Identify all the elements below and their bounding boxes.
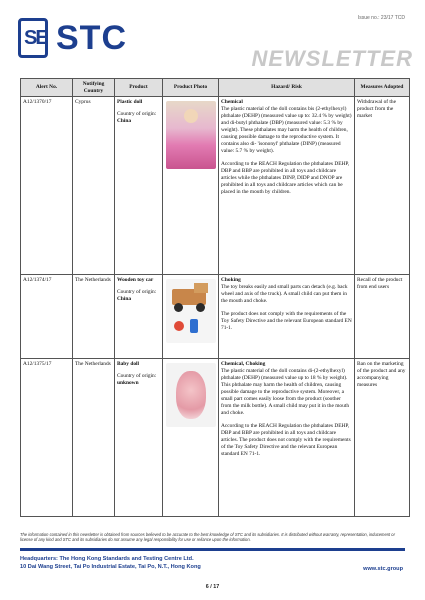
hq-line-1: Headquarters: The Hong Kong Standards and Testing Centre Ltd. [20, 556, 194, 562]
baby-doll-photo [166, 363, 216, 427]
alerts-table-container [20, 78, 409, 517]
hazard-cell [219, 97, 355, 275]
table-row [21, 359, 410, 517]
product-photo-cell [163, 275, 219, 359]
table-row [21, 97, 410, 275]
alert-number: A12/1375/17 [21, 359, 73, 517]
issue-number: Issue no.: 23/17 TCD [357, 15, 405, 21]
col-alert-no: Alert No. [21, 79, 73, 97]
toy-car-detached-part [174, 321, 184, 331]
notifying-country: Cyprus [73, 97, 115, 275]
product-photo-cell [163, 97, 219, 275]
col-notifying-country: Notifying Country [73, 79, 115, 97]
col-hazard-risk: Hazard/ Risk [219, 79, 355, 97]
measures-adopted: Ban on the marketing of the product and any accompanying measures [355, 359, 410, 517]
footer-divider [20, 548, 405, 551]
toy-car-wheel [174, 303, 183, 312]
table-row [21, 275, 410, 359]
hazard-cell [219, 275, 355, 359]
hazard-regulation: The product does not comply with the requirements of the Toy Safety Directive and the relevant European standard EN 71-1. [221, 310, 352, 331]
hazard-title: Chemical [221, 98, 243, 105]
doll-photo [166, 101, 216, 169]
origin-label: Country of origin: [117, 288, 157, 295]
hazard-description: The plastic material of the doll contains di-(2-ethylhexyl) phthalate (DEHP) (measured value up to 18 % by weight). This phthalate may harm the health of children, causing possible damage to the reproductive system. Moreover, a small part comes easily loose from the product (soother from the milk bottle). A small child may put it in the mouth and choke. [221, 367, 350, 416]
table-header-row [21, 79, 410, 97]
disclaimer: The information contained in this newsletter is obtained from sources believed to be accurate to the best knowledge of STC and its subsidiaries. It is distributed without warranty, representation, inducement or license of any kind and STC and its subsidiaries do not assume any legal responsibility for use or reliance upon the information. [20, 532, 395, 543]
hazard-title: Chemical, Choking [221, 360, 266, 367]
alert-number: A12/1374/17 [21, 275, 73, 359]
hazard-description: The plastic material of the doll contains bis (2-ethylhexyl) phthalate (DEHP) (measured value up to: 32.4 % by weight) and di-butyl phthalate (DBP) (measured value: 5.3 % by weight). These phthalates may harm the health of children, causing possible damage to the reproductive system. It contains also di- 'isononyl' phthalate (DINP) (measured value: 5.7 % by weight). [221, 105, 352, 154]
website-link[interactable]: www.stc.group [363, 566, 403, 572]
newsletter-title: NEWSLETTER [251, 46, 413, 71]
page-number: 6 / 17 [205, 584, 220, 590]
origin-value: China [117, 295, 132, 302]
product-name: Wooden toy car [117, 276, 154, 283]
brand-name: STC [56, 18, 127, 57]
hazard-regulation: According to the REACH Regulation the phthalates DEHP, DBP and BBP are prohibited in all toys and childcare articles while the phthalates DINP, DIDP and DNOP are prohibited in all toys and childcare articles which can be placed in the mouth by children. [221, 160, 350, 195]
col-product: Product [115, 79, 163, 97]
product-cell [115, 97, 163, 275]
notifying-country: The Netherlands [73, 359, 115, 517]
measures-adopted: Recall of the product from end users [355, 275, 410, 359]
toy-car-photo [166, 279, 216, 343]
hq-line-2: 10 Dai Wang Street, Tai Po Industrial Estate, Tai Po, N.T., Hong Kong [20, 563, 201, 570]
origin-label: Country of origin: [117, 372, 157, 379]
headquarters-address [20, 556, 201, 572]
hazard-regulation: According to the REACH Regulation the phthalates DEHP, DBP and BBP are prohibited in all toys and childcare articles. The product does not comply with the requirements of the Toy Safety Directive and the relevant European standard EN 71-1. [221, 422, 351, 457]
toy-car-wheel [196, 303, 205, 312]
hazard-description: The toy breaks easily and small parts can detach (e.g. back wheel and axis of the truck). A small child can put them in the mouth and choke. [221, 283, 348, 304]
stc-logo-mark-icon: SE [18, 18, 48, 58]
origin-label: Country of origin: [117, 110, 157, 117]
hazard-cell [219, 359, 355, 517]
product-cell [115, 359, 163, 517]
notifying-country: The Netherlands [73, 275, 115, 359]
origin-value: unknown [117, 379, 139, 386]
hazard-title: Choking [221, 276, 241, 283]
alert-number: A12/1370/17 [21, 97, 73, 275]
col-product-photo: Product Photo [163, 79, 219, 97]
alerts-table [20, 78, 410, 517]
product-name: Plastic doll [117, 98, 143, 105]
product-photo-cell [163, 359, 219, 517]
stc-logo [18, 18, 127, 58]
measures-adopted: Withdrawal of the product from the market [355, 97, 410, 275]
origin-value: China [117, 117, 132, 124]
toy-car-cab [194, 283, 208, 293]
product-name: Baby doll [117, 360, 140, 367]
toy-car-detached-part [190, 319, 198, 333]
col-measures-adopted: Measures Adopted [355, 79, 410, 97]
product-cell [115, 275, 163, 359]
